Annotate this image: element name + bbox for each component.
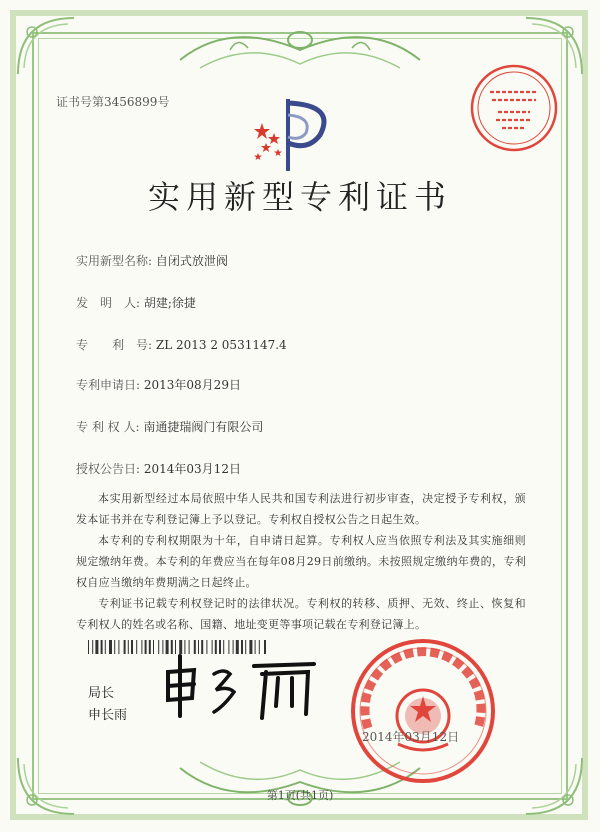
- utility-model-name-label: 实用新型名称:: [76, 254, 153, 268]
- patent-office-logo: [250, 93, 340, 173]
- barcode-bar: [92, 640, 93, 654]
- barcode-bar: [136, 640, 137, 654]
- certificate-title: 实用新型专利证书: [147, 178, 452, 216]
- filing-date-row: [76, 376, 241, 393]
- barcode-bar: [153, 640, 154, 654]
- body-paragraph-2: 本专利的专利权期限为十年，自申请日起算。专利权人应当依照专利法及其实施细则规定缴纳年费。本专利的年费应当在每年08月29日前缴纳。未按照规定缴纳年费的，专利权自应当缴纳年费期满之日起终止。: [76, 534, 526, 589]
- body-paragraph-1: 本实用新型经过本局依照中华人民共和国专利法进行初步审查，决定授予专利权，颁发本证书并在专利登记簿上予以登记。专利权自授权公告之日起生效。: [76, 492, 526, 526]
- barcode-bar: [124, 640, 126, 654]
- announcement-date-label: 授权公告日:: [76, 462, 141, 476]
- top-floral-ornament: [170, 20, 430, 90]
- patent-number-label: 专 利 号:: [76, 338, 153, 352]
- corner-ornament-bottom-left: [14, 754, 78, 818]
- patent-office-seal: [348, 636, 498, 786]
- inventor: 胡建;徐捷: [143, 296, 196, 310]
- body-paragraph-3: 专利证书记载专利权登记时的法律状况。专利权的转移、质押、无效、终止、恢复和专利权人的姓名或名称、国籍、地址变更等事项记载在专利登记簿上。: [76, 597, 526, 631]
- certificate-body: [76, 488, 526, 635]
- announcement-date: 2014年03月12日: [143, 462, 241, 476]
- barcode-bar: [105, 640, 106, 654]
- signature-role: 局长: [88, 686, 115, 701]
- handwritten-signature: [158, 648, 328, 728]
- utility-model-name: 自闭式放泄阀: [155, 254, 228, 268]
- inventor-label: 发 明 人:: [76, 296, 141, 310]
- barcode-bar: [141, 640, 142, 654]
- corner-ornament-top-left: [14, 14, 78, 78]
- barcode-bar: [118, 640, 119, 654]
- patentee: 南通捷瑞阀门有限公司: [143, 420, 264, 434]
- barcode-bar: [114, 640, 115, 654]
- barcode-bar: [109, 640, 112, 654]
- filing-date-label: 专利申请日:: [76, 378, 141, 392]
- seal-date: 2014年03月12日: [362, 730, 460, 744]
- corner-ornament-bottom-right: [522, 754, 586, 818]
- certificate-number: 证书号第3456899号: [56, 95, 170, 109]
- barcode-bar: [145, 640, 147, 654]
- patent-number: ZL 2013 2 0531147.4: [155, 338, 287, 352]
- barcode-bar: [131, 640, 133, 654]
- barcode-bar: [128, 640, 129, 654]
- tax-stamp-seal: [468, 62, 560, 154]
- utility-model-name-row: [76, 252, 228, 269]
- page-number: 第1页(共1页): [266, 789, 334, 802]
- inventor-row: [76, 294, 196, 311]
- barcode-bar: [95, 640, 98, 654]
- barcode-bar: [149, 640, 151, 654]
- patentee-label: 专 利 权 人:: [76, 420, 140, 434]
- signature-name: 申长雨: [88, 708, 128, 723]
- barcode-bar: [88, 640, 89, 654]
- announcement-date-row: [76, 460, 241, 477]
- barcode-bar: [101, 640, 103, 654]
- filing-date: 2013年08月29日: [143, 378, 241, 392]
- patentee-row: [76, 418, 263, 435]
- patent-number-row: [76, 336, 287, 353]
